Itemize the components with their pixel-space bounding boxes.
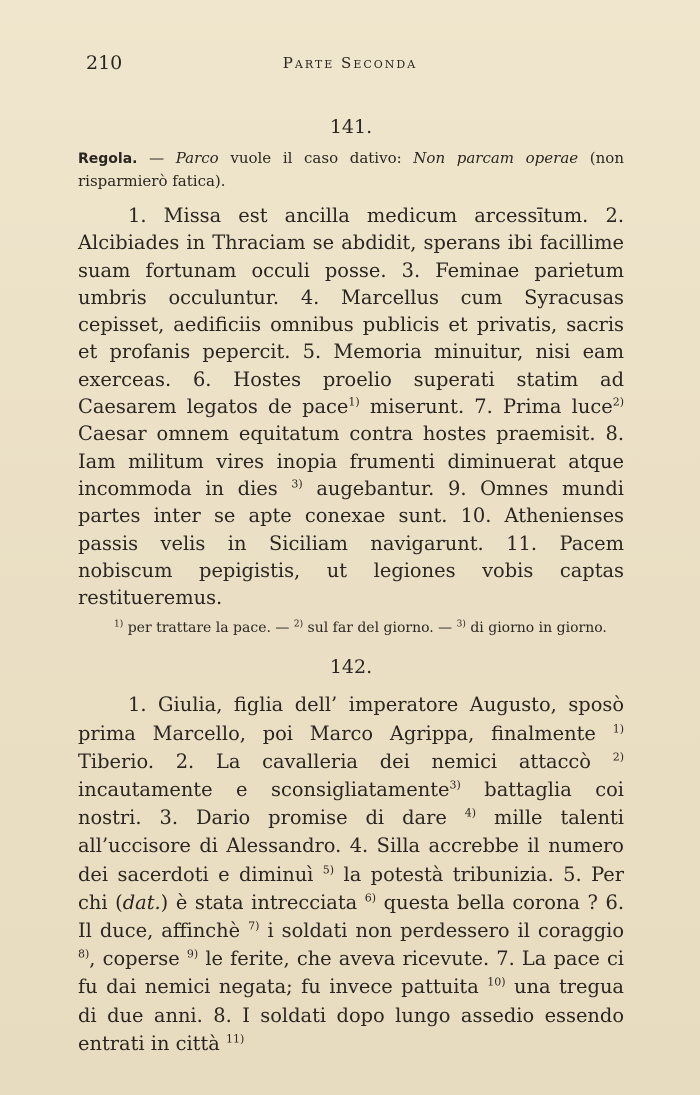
exercise-142-seg: Tiberio. 2. La cavalleria dei nemici attaccò — [78, 749, 613, 773]
footnote-ref: 8) — [78, 947, 90, 961]
exercise-142-seg: mille talenti all’uccisore di Alessandro. 4. Silla accrebbe il numero dei sacerdoti e diminuì — [78, 806, 625, 886]
footnote-ref: 7) — [248, 919, 260, 933]
footnote-ref: 1) — [612, 722, 624, 736]
rule-example: Non parcam operae — [413, 149, 579, 167]
abbrev-dat: dat. — [122, 890, 161, 914]
rule-mid: vuole il caso dativo: — [218, 149, 414, 167]
exercise-142-seg: 1. Giulia, figlia dell’ imperatore Augusto, sposò prima Marcello, poi Marco Agrippa, finalmente — [78, 693, 624, 745]
exercise-142-seg: le ferite, che aveva ricevute. 7. La pace ci fu dai nemici negata; fu invece pattuita — [78, 947, 625, 999]
exercise-141-seg: Caesar omnem equitatum contra hostes praemisit. 8. Iam militum vires inopia frumenti diminuerat atque incommoda in dies — [78, 422, 624, 500]
rule-label: Regola. — [78, 151, 138, 167]
footnotes-141 — [78, 619, 624, 637]
footnote-ref: 4) — [464, 806, 477, 820]
footnote-text: per trattare la pace. — — [123, 620, 294, 637]
rule-tail: (non risparmierò fatica). — [78, 149, 624, 190]
exercise-142-seg: battaglia coi nostri. 3. Dario promise di dare — [78, 778, 624, 830]
footnote-marker: 2) — [293, 619, 304, 630]
exercise-142-seg: , coperse — [89, 947, 187, 971]
footnote-ref: 2) — [612, 395, 624, 409]
rule-word: Parco — [175, 149, 219, 167]
page-content — [78, 113, 624, 1058]
exercise-141-seg: augebantur. 9. Omnes mundi partes inter se apte conexae sunt. 10. Athenienses passis velis in Siciliam navigarunt. 11. Pacem nobiscum pepigistis, ut legiones vobis captas restitueremus. — [78, 476, 624, 610]
footnote-ref: 5) — [322, 863, 335, 877]
rule-dash: — — [137, 149, 176, 167]
section-number-142: 142. — [329, 656, 373, 679]
footnote-ref: 3) — [449, 778, 461, 792]
exercise-141-seg: miserunt. 7. Prima luce — [359, 395, 613, 419]
running-head — [0, 52, 700, 82]
exercise-142-seg: la potestà tribunizia. 5. Per chi ( — [78, 862, 624, 914]
footnote-marker: 3) — [456, 619, 466, 630]
footnote-ref: 2) — [612, 750, 624, 764]
page-number: 210 — [86, 52, 123, 74]
footnote-ref: 6) — [364, 891, 377, 905]
footnote-ref: 1) — [348, 395, 360, 409]
running-title: Parte Seconda — [282, 54, 418, 72]
section-number-141: 141. — [329, 116, 373, 138]
footnote-text: di giorno in giorno. — [465, 620, 607, 637]
footnote-ref: 11) — [225, 1032, 245, 1046]
exercise-142-seg: incautamente e sconsigliatamente — [78, 778, 450, 802]
exercise-142-seg: i soldati non perdessero il coraggio — [259, 919, 624, 943]
exercise-142-seg: ) è stata intrecciata — [160, 890, 365, 914]
exercise-142-text — [78, 691, 624, 1058]
footnote-ref: 10) — [487, 976, 506, 990]
footnote-marker: 1) — [114, 619, 124, 630]
footnote-text: sul far del giorno. — — [303, 620, 457, 637]
exercise-141-text — [78, 202, 624, 611]
exercise-142-seg: questa bella corona ? 6. Il duce, affinchè — [78, 890, 625, 943]
exercise-141-seg: 1. Missa est ancilla medicum arcessītum. 2. Alcibiades in Thraciam se abdidit, sperans ibi facillime suam fortunam occuli posse. 3. Feminae parietum umbris occuluntur. 4. Marcellus cum Syracusas cepisset, aedificiis omnibus publicis et privatis, sacris et profanis pepercit. 5. Memoria minuitur, nisi eam exerceas. 6. Hostes proelio superati statim ad Caesarem legatos de pace — [78, 204, 624, 419]
footnote-ref: 9) — [186, 947, 199, 961]
footnote-ref: 3) — [291, 477, 303, 491]
exercise-142-seg: una tregua di due anni. 8. I soldati dopo lungo assedio essendo entrati in città — [78, 975, 624, 1055]
rule-paragraph — [78, 147, 624, 192]
